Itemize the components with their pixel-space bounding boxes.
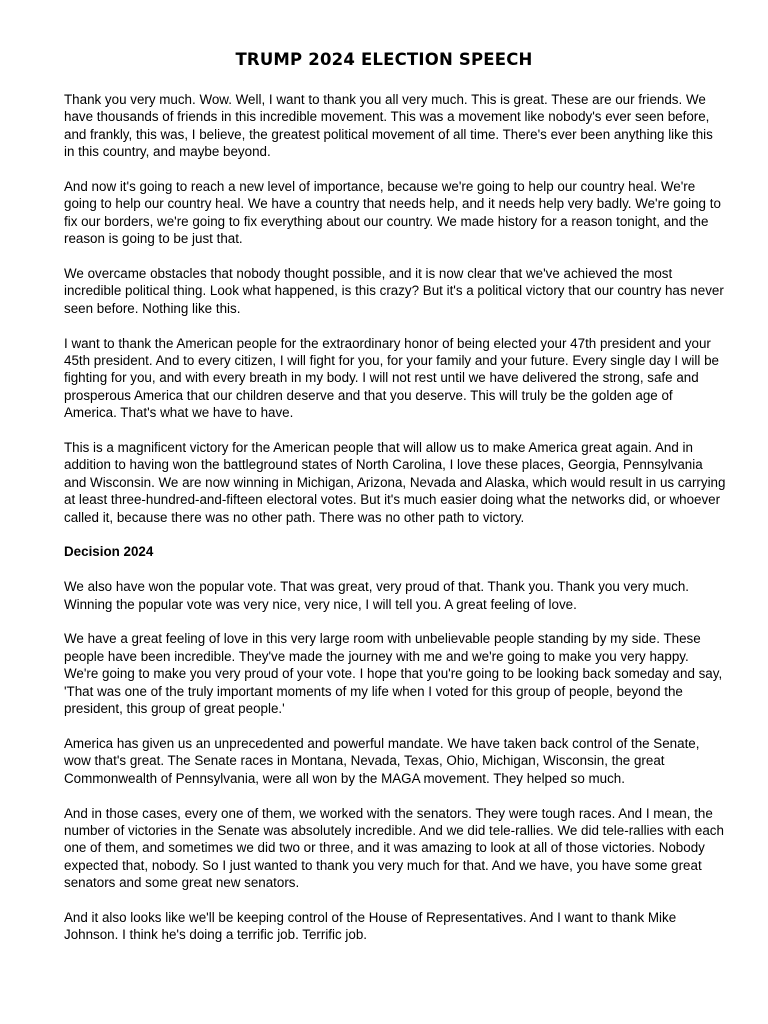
paragraph-8: America has given us an unprecedented and powerful mandate. We have taken back control of the Senate, wow that's great. The Senate races in Montana, Nevada, Texas, Ohio, Michigan, Wisconsin, the great Commonwealth of Pennsylvania, were all won by the MAGA movement. They helped so much. [64,735,700,786]
paragraph-5: This is a magnificent victory for the American people that will allow us to make America great again. And in addition to having won the battleground states of North Carolina, I love these places, Georgia, Pennsylvania and Wisconsin. We are now winning in Michigan, Arizona, Nevada and Alaska, which would result in us carrying at least three-hundred-and-fifteen electoral votes. But it's much easier doing what the networks did, or whoever called it, because there was no other path. There was no other path to victory. [64,440,726,525]
section-heading: Decision 2024 [64,544,154,560]
paragraph-1: Thank you very much. Wow. Well, I want to thank you all very much. This is great. These are our friends. We have thousands of friends in this incredible movement. This was a movement like nobody's ever seen before, and frankly, this was, I believe, the greatest political movement of all time. There's ever been anything like this in this country, and maybe beyond. [64,92,713,160]
document-body [64,91,726,961]
paragraph-3: We overcame obstacles that nobody thought possible, and it is now clear that we've achieved the most incredible political thing. Look what happened, is this crazy? But it's a political victory that our country has never seen before. Nothing like this. [64,266,724,316]
paragraph-6: We also have won the popular vote. That was great, very proud of that. Thank you. Thank you very much. Winning the popular vote was very nice, very nice, I will tell you. A great feeling of love. [64,579,689,612]
document-title: TRUMP 2024 ELECTION SPEECH [235,50,533,69]
paragraph-9: And in those cases, every one of them, we worked with the senators. They were tough races. And I mean, the number of victories in the Senate was absolutely incredible. And we did tele-rallies. We did tele-rallies with each one of them, and sometimes we did two or three, and it was amazing to look at all of those victories. Nobody expected that, nobody. So I just wanted to thank you very much for that. And we have, you have some great senators and some great new senators. [64,805,724,891]
paragraph-4: I want to thank the American people for the extraordinary honor of being elected your 47th president and your 45th president. And to every citizen, I will fight for you, for your family and your future. Every single day I will be fighting for you, and with every breath in my body. I will not rest until we have delivered the strong, safe and prosperous America that our children deserve and that you deserve. This will truly be the golden age of America. That's what we have to have. [64,335,719,421]
paragraph-7: We have a great feeling of love in this very large room with unbelievable people standing by my side. These people have been incredible. They've made the journey with me and we're going to make you very happy. We're going to make you very proud of your vote. I hope that you're going to be looking back someday and say, 'That was one of the truly important moments of my life when I voted for this group of people, beyond the president, this group of great people.' [64,631,723,717]
paragraph-2: And now it's going to reach a new level of importance, because we're going to help our country heal. We're going to help our country heal. We have a country that needs help, and it needs help very badly. We're going to fix our borders, we're going to fix everything about our country. We made history for a reason tonight, and the reason is going to be just that. [64,179,721,247]
paragraph-10: And it also looks like we'll be keeping control of the House of Representatives. And I want to thank Mike Johnson. I think he's doing a terrific job. Terrific job. [64,909,677,943]
